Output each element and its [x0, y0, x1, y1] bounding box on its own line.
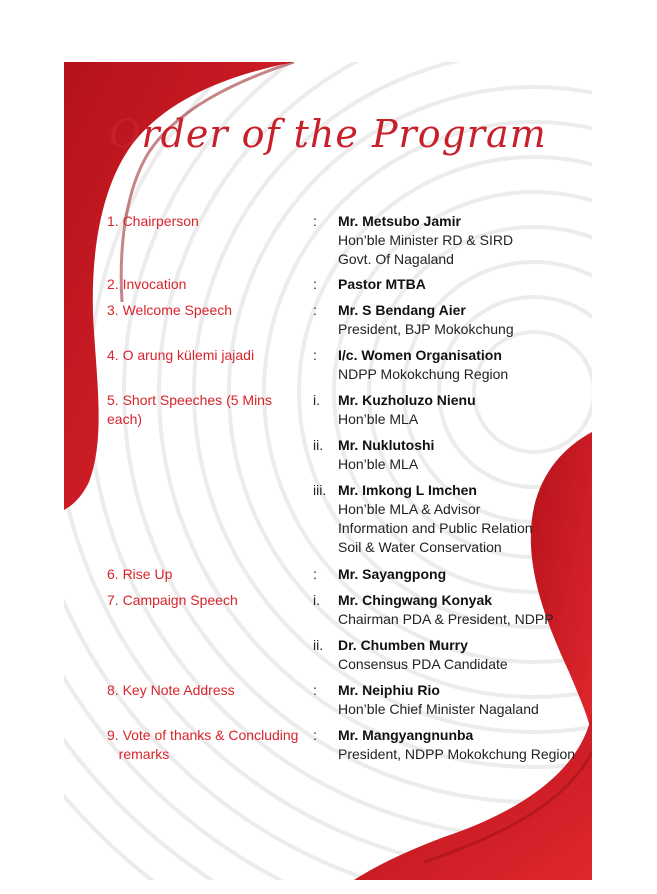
speaker-name: Mr. Metsubo Jamir — [338, 213, 461, 229]
item-separator: : — [313, 302, 317, 318]
item-separator: : — [313, 276, 317, 292]
speaker-name: Pastor MTBA — [338, 276, 426, 292]
item-label: 9. Vote of thanks & Concluding remarks — [107, 727, 299, 762]
speaker-name: Mr. Imkong L Imchen — [338, 482, 477, 498]
item-separator: : — [313, 566, 317, 582]
speaker-title: Hon’ble MLA — [338, 411, 419, 427]
speaker-block — [338, 565, 588, 584]
speaker-block — [338, 436, 588, 474]
item-separator: ii. — [313, 437, 324, 453]
speaker-name: Dr. Chumben Murry — [338, 637, 468, 653]
speaker-block — [338, 726, 588, 764]
item-label: 5. Short Speeches (5 Mins each) — [107, 392, 272, 427]
speaker-title: Soil & Water Conservation — [338, 539, 502, 555]
speaker-title: Chairman PDA & President, NDPP — [338, 611, 554, 627]
item-label: 7. Campaign Speech — [107, 592, 238, 608]
speaker-title: Govt. Of Nagaland — [338, 251, 454, 267]
item-separator: i. — [313, 592, 320, 608]
speaker-block — [338, 681, 588, 719]
speaker-name: Mr. Chingwang Konyak — [338, 592, 493, 608]
program-card — [64, 62, 592, 880]
item-label: 1. Chairperson — [107, 213, 199, 229]
speaker-name: Mr. Kuzholuzo Nienu — [338, 392, 476, 408]
item-separator: iii. — [313, 482, 327, 498]
speaker-title: Hon’ble MLA & Advisor — [338, 501, 481, 517]
item-separator: : — [313, 347, 317, 363]
speaker-block — [338, 301, 588, 339]
speaker-block — [338, 481, 588, 557]
item-separator: : — [313, 213, 317, 229]
speaker-title: Hon’ble Minister RD & SIRD — [338, 232, 514, 248]
item-label: 8. Key Note Address — [107, 682, 235, 698]
speaker-name: Mr. S Bendang Aier — [338, 302, 466, 318]
item-label: 3. Welcome Speech — [107, 302, 233, 318]
speaker-name: Mr. Mangyangnunba — [338, 727, 474, 743]
speaker-block — [338, 391, 588, 429]
item-separator: ii. — [313, 637, 324, 653]
item-label: 2. Invocation — [107, 276, 187, 292]
speaker-name: Mr. Neiphiu Rio — [338, 682, 440, 698]
speaker-title: President, BJP Mokokchung — [338, 321, 514, 337]
speaker-title: Hon’ble MLA — [338, 456, 419, 472]
speaker-block — [338, 212, 588, 269]
item-label: 6. Rise Up — [107, 566, 173, 582]
page-title: Order of the Program — [109, 112, 547, 156]
speaker-block — [338, 275, 588, 294]
speaker-name: I/c. Women Organisation — [338, 347, 502, 363]
speaker-block — [338, 591, 588, 629]
speaker-block — [338, 636, 588, 674]
speaker-title: Information and Public Relation — [338, 520, 533, 536]
item-label: 4. O arung külemi jajadi — [107, 347, 255, 363]
speaker-block — [338, 346, 588, 384]
speaker-title: Consensus PDA Candidate — [338, 656, 508, 672]
speaker-title: President, NDPP Mokokchung Region — [338, 746, 576, 762]
item-separator: i. — [313, 392, 320, 408]
speaker-title: Hon’ble Chief Minister Nagaland — [338, 701, 539, 717]
speaker-name: Mr. Nuklutoshi — [338, 437, 435, 453]
item-separator: : — [313, 727, 317, 743]
item-separator: : — [313, 682, 317, 698]
speaker-title: NDPP Mokokchung Region — [338, 366, 509, 382]
speaker-name: Mr. Sayangpong — [338, 566, 447, 582]
